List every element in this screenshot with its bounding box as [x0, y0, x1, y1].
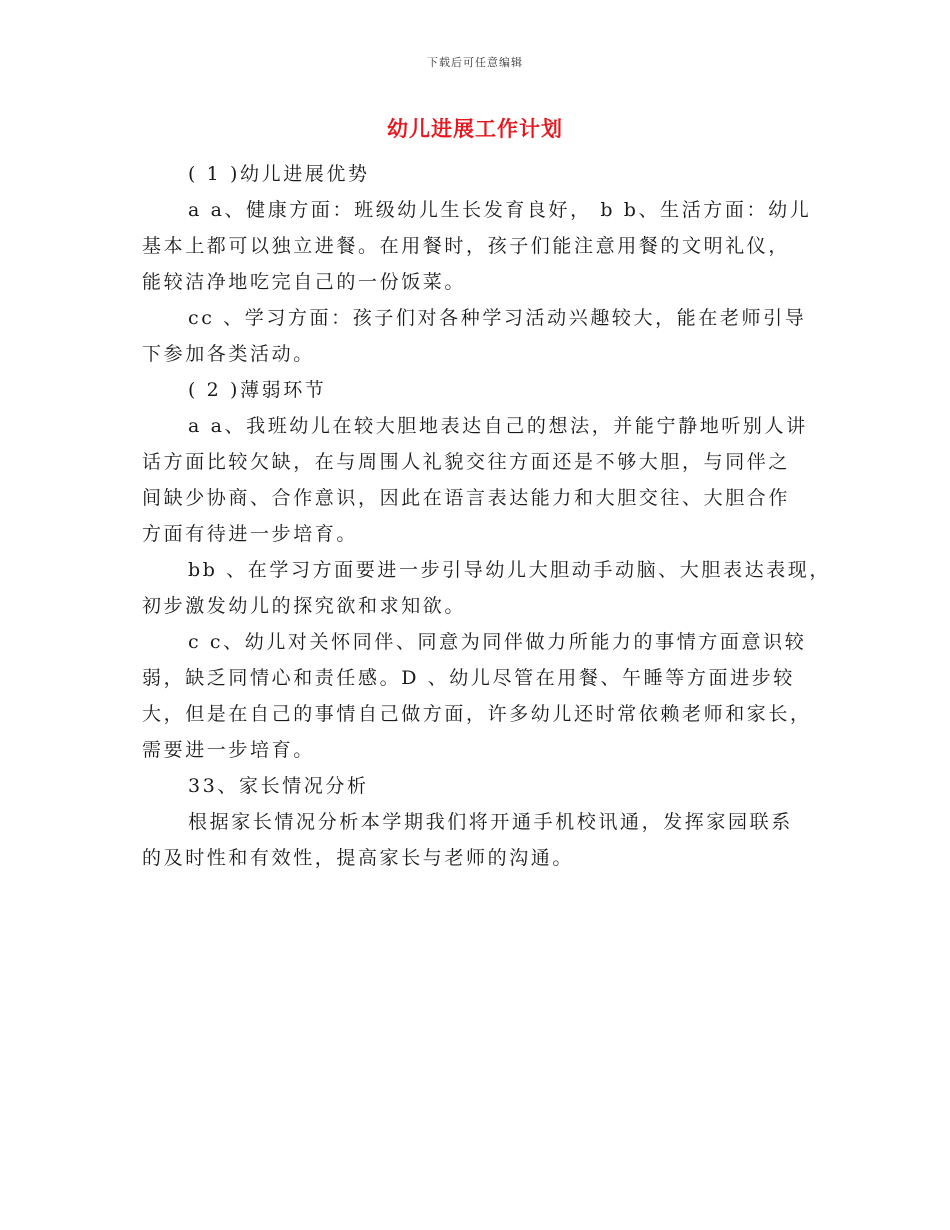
body-text-line: a a、健康方面：班级幼儿生长发育良好， b b、生活方面：幼儿 — [188, 199, 812, 221]
body-text-line: 需要进一步培育。 — [142, 739, 315, 761]
body-text-line: 大，但是在自己的事情自己做方面，许多幼儿还时常依赖老师和家长， — [142, 703, 812, 725]
document-body — [142, 156, 831, 876]
body-text-line: 基本上都可以独立进餐。在用餐时，孩子们能注意用餐的文明礼仪， — [142, 235, 791, 257]
body-text-line: bb 、在学习方面要进一步引导幼儿大胆动手动脑、大胆表达表现， — [188, 559, 831, 581]
body-text-line: c c、幼儿对关怀同伴、同意为同伴做力所能力的事情方面意识较 — [188, 631, 807, 653]
body-text-line: 下参加各类活动。 — [142, 343, 315, 365]
body-text-line: a a、我班幼儿在较大胆地表达自己的想法，并能宁静地听别人讲 — [188, 415, 808, 437]
body-text-line: ( 2 )薄弱环节 — [188, 379, 327, 401]
body-text-line: 方面有待进一步培育。 — [142, 523, 359, 545]
body-text-line: 的及时性和有效性，提高家长与老师的沟通。 — [142, 847, 575, 869]
body-text-line: 弱，缺乏同情心和责任感。D 、幼儿尽管在用餐、午睡等方面进步较 — [142, 667, 795, 689]
body-text-line: 33、家长情况分析 — [188, 775, 369, 797]
page-header-note: 下载后可任意编辑 — [427, 56, 523, 69]
body-text-line: ( 1 )幼儿进展优势 — [188, 163, 370, 185]
body-text-line: 话方面比较欠缺，在与周围人礼貌交往方面还是不够大胆，与同伴之 — [142, 451, 791, 473]
body-text-line: 能较洁净地吃完自己的一份饭菜。 — [142, 271, 467, 293]
body-text-line: 间缺少协商、合作意识，因此在语言表达能力和大胆交往、大胆合作 — [142, 487, 791, 509]
body-text-line: 根据家长情况分析本学期我们将开通手机校讯通，发挥家园联系 — [188, 811, 793, 833]
document-title: 幼儿进展工作计划 — [387, 116, 563, 141]
body-text-line: 初步激发幼儿的探究欲和求知欲。 — [142, 595, 467, 617]
body-text-line: cc 、学习方面：孩子们对各种学习活动兴趣较大，能在老师引导 — [188, 307, 807, 329]
